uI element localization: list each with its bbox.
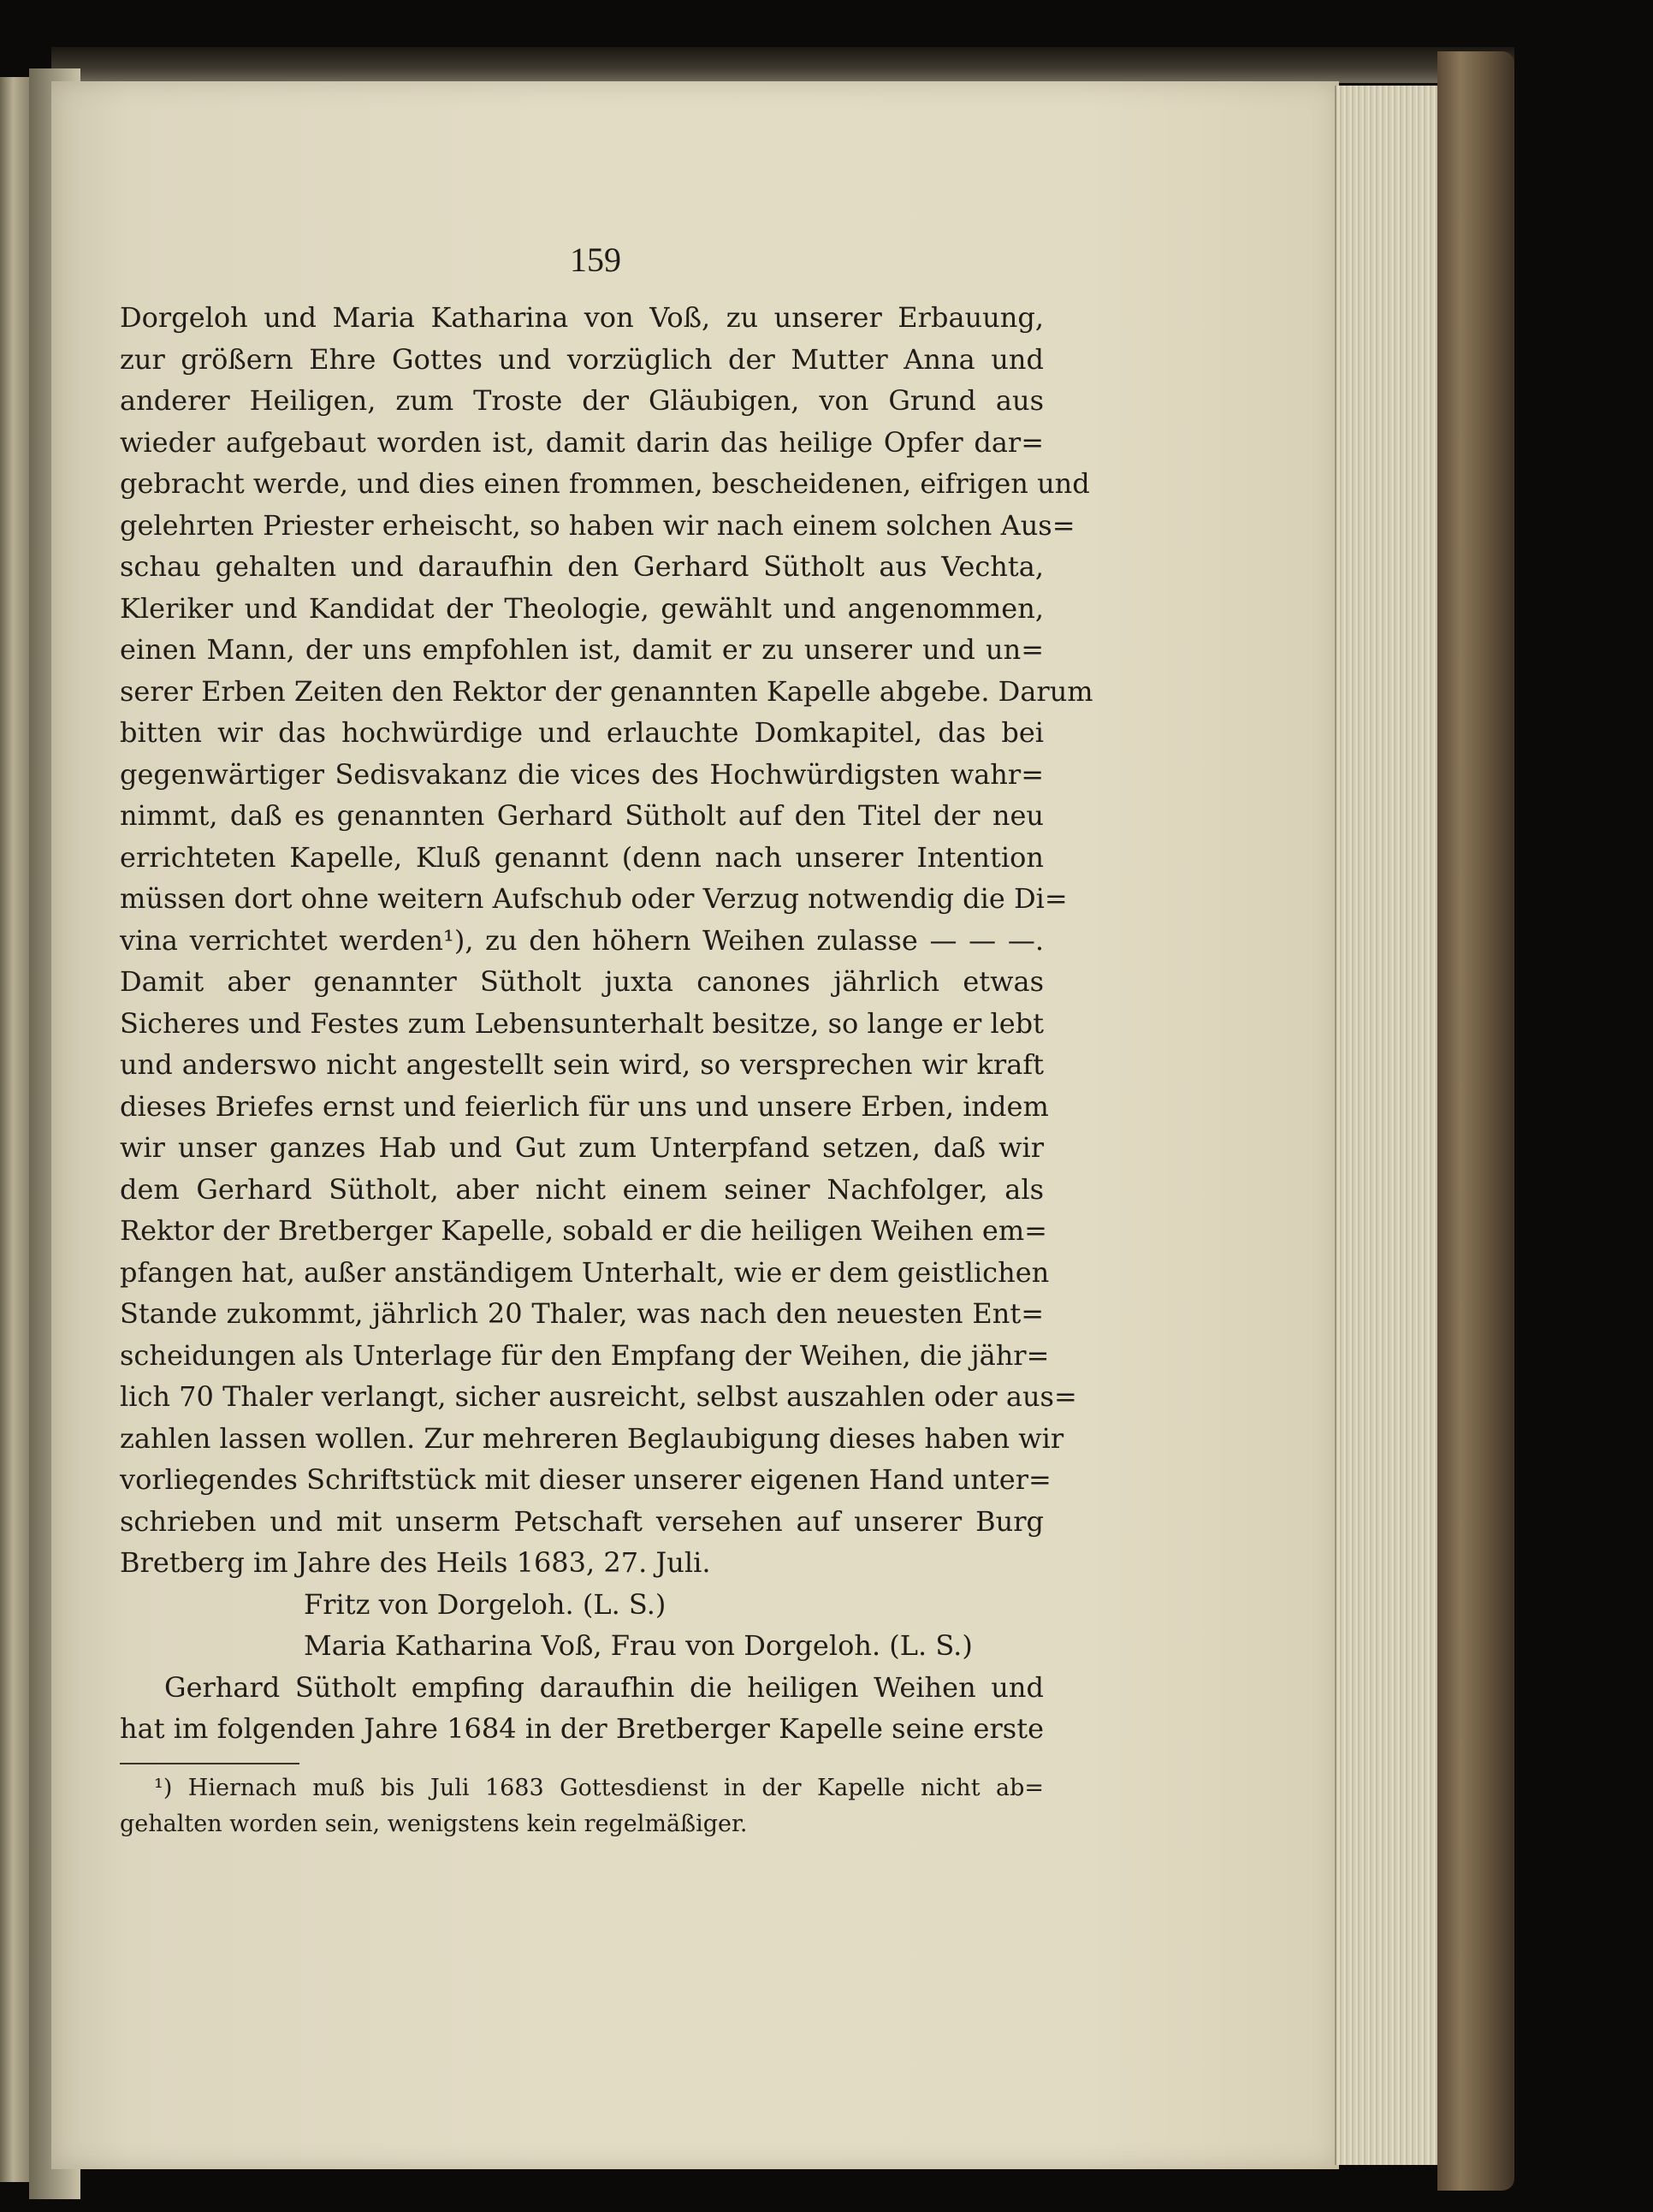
text-line: dem Gerhard Sütholt, aber nicht einem seiner Nachfolger, als [120,1172,1044,1206]
text-line: wieder aufgebaut worden ist, damit darin das heilige Opfer dar= [120,425,1044,459]
text-line: wir unser ganzes Hab und Gut zum Unterpfand setzen, daß wir [120,1131,1044,1164]
text-line: einen Mann, der uns empfohlen ist, damit er zu unserer und un= [120,633,1044,666]
continuation-line: hat im folgenden Jahre 1684 in der Bretberger Kapelle seine erste [120,1712,1044,1745]
text-line: schrieben und mit unserm Petschaft versehen auf unserer Burg [120,1504,1044,1538]
footnote-line: gehalten worden sein, wenigstens kein regelmäßiger. [120,1810,748,1837]
footnote-line: ¹) Hiernach muß bis Juli 1683 Gottesdienst in der Kapelle nicht ab= [154,1774,1044,1801]
text-line: Stande zukommt, jährlich 20 Thaler, was nach den neuesten Ent= [120,1297,1044,1330]
text-line: Rektor der Bretberger Kapelle, sobald er die heiligen Weihen em= [120,1214,1047,1247]
text-line: errichteten Kapelle, Kluß genannt (denn nach unserer Intention [120,840,1044,874]
text-line: und anderswo nicht angestellt sein wird, so versprechen wir kraft [120,1048,1044,1081]
page-number: 159 [570,240,621,279]
text-line: müssen dort ohne weitern Aufschub oder Verzug notwendig die Di= [120,882,1068,915]
footnote-rule [120,1763,299,1764]
text-line: zur größern Ehre Gottes und vorzüglich der Mutter Anna und [120,342,1044,376]
page-block-edges [1335,86,1439,2165]
text-line: gebracht werde, und dies einen frommen, bescheidenen, eifrigen und [120,467,1090,500]
text-line: Sicheres und Festes zum Lebensunterhalt besitze, so lange er lebt [120,1006,1044,1040]
signature-line: Maria Katharina Voß, Frau von Dorgeloh. (L. S.) [304,1629,973,1662]
text-line: gegenwärtiger Sedisvakanz die vices des Hochwürdigsten wahr= [120,757,1044,791]
text-line: bitten wir das hochwürdige und erlauchte Domkapitel, das bei [120,716,1044,749]
signature-line: Fritz von Dorgeloh. (L. S.) [304,1587,667,1621]
text-line: Kleriker und Kandidat der Theologie, gewählt und angenommen, [120,591,1044,625]
text-line: nimmt, daß es genannten Gerhard Sütholt auf den Titel der neu [120,799,1044,832]
text-line: lich 70 Thaler verlangt, sicher ausreicht, selbst auszahlen oder aus= [120,1380,1077,1413]
text-line: zahlen lassen wollen. Zur mehreren Beglaubigung dieses haben wir [120,1421,1064,1455]
text-line: Damit aber genannter Sütholt juxta canones jährlich etwas [120,965,1044,998]
text-line: gelehrten Priester erheischt, so haben wir nach einem solchen Aus= [120,508,1075,542]
text-line: schau gehalten und daraufhin den Gerhard Sütholt aus Vechta, [120,550,1044,583]
text-line: anderer Heiligen, zum Troste der Gläubigen, von Grund aus [120,384,1044,417]
facing-page-edge [0,77,32,2182]
text-line: dieses Briefes ernst und feierlich für uns und unsere Erben, indem [120,1089,1049,1123]
continuation-line: Gerhard Sütholt empfing daraufhin die heiligen Weihen und [164,1670,1044,1704]
text-line: vorliegendes Schriftstück mit dieser unserer eigenen Hand unter= [120,1463,1052,1496]
book-top-edge [51,47,1514,83]
text-line: serer Erben Zeiten den Rektor der genannten Kapelle abgebe. Darum [120,674,1093,708]
text-line: Dorgeloh und Maria Katharina von Voß, zu unserer Erbauung, [120,301,1044,334]
text-line: pfangen hat, außer anständigem Unterhalt, wie er dem geistlichen [120,1255,1050,1289]
closing-line: Bretberg im Jahre des Heils 1683, 27. Juli. [120,1546,711,1579]
text-line: scheidungen als Unterlage für den Empfang der Weihen, die jähr= [120,1338,1050,1372]
book-cover-board [1437,51,1514,2191]
text-line: vina verrichtet werden¹), zu den höhern Weihen zulasse — — —. [120,923,1044,957]
